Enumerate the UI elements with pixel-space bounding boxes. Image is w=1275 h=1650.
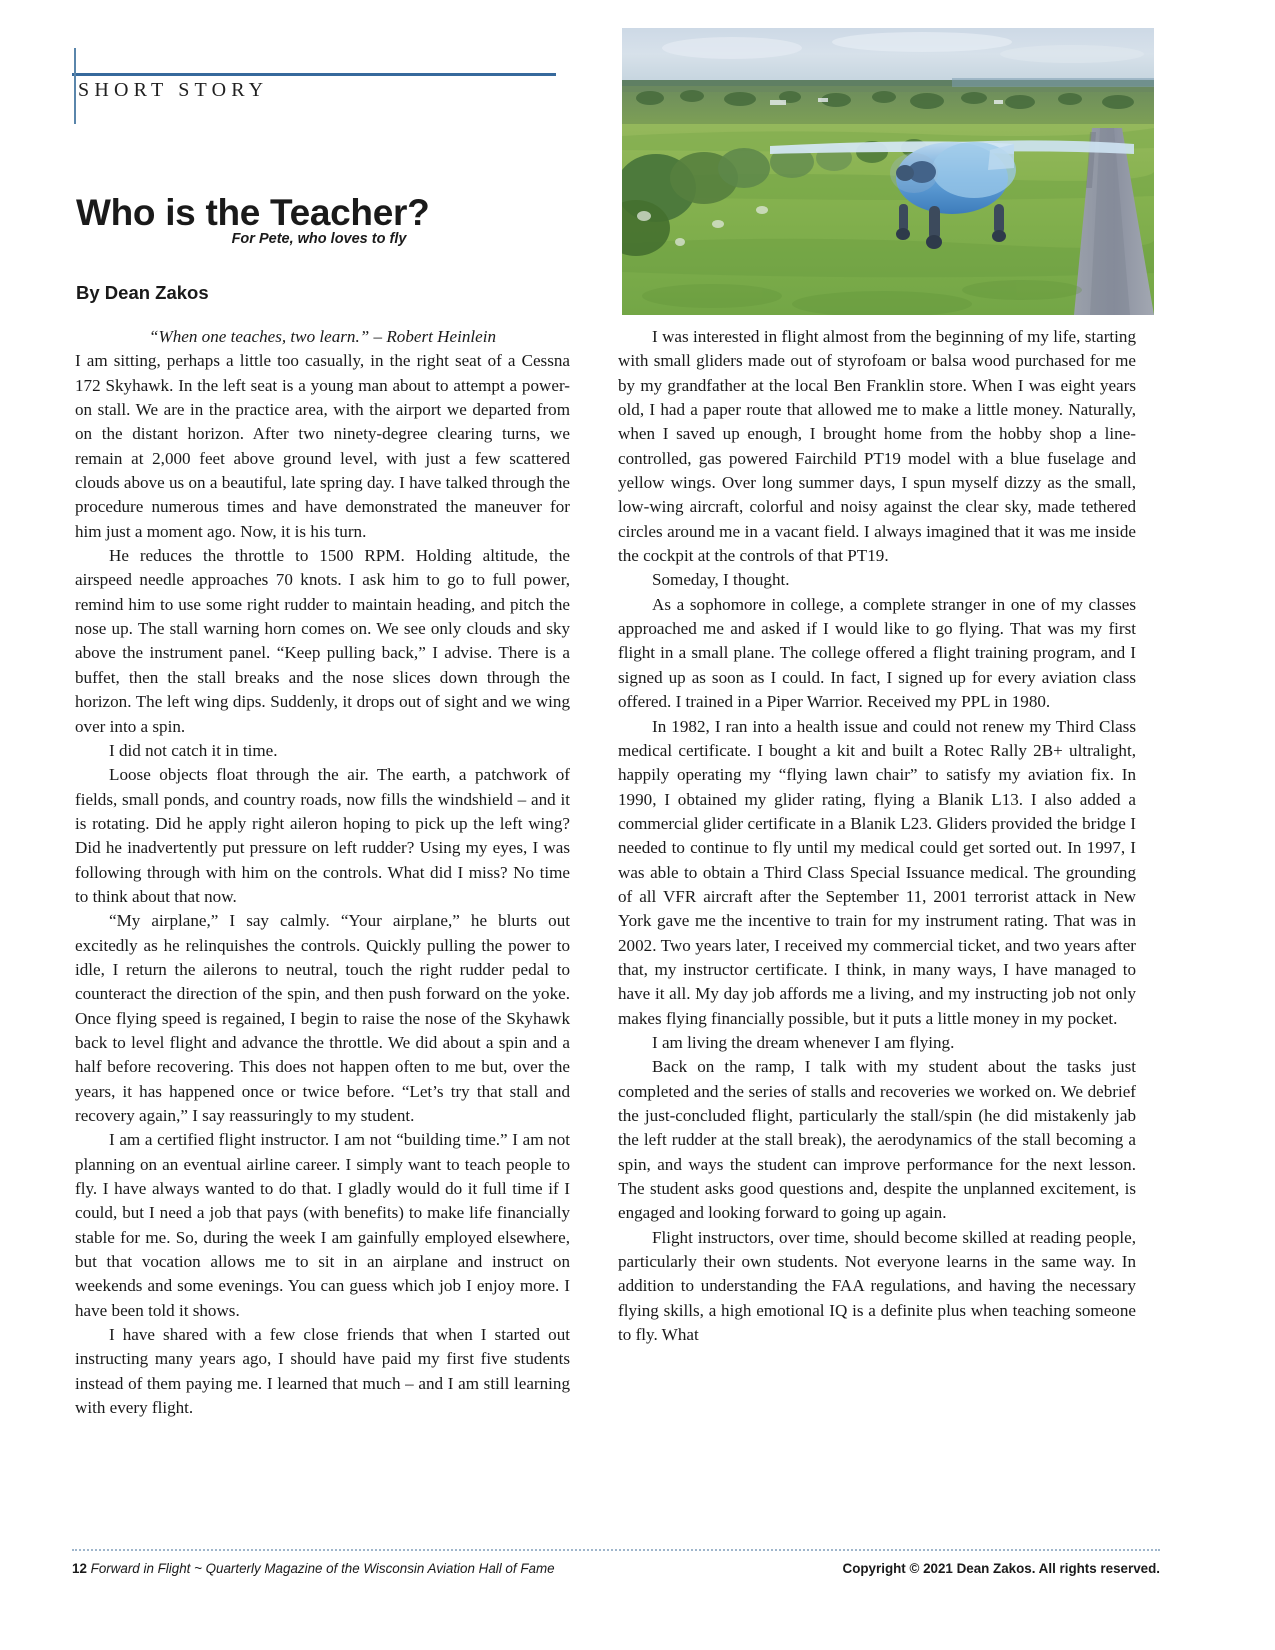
paragraph: I was interested in flight almost from the beginning of my life, starting with small gliders made out of styrofoam or balsa wood purchased for me by my grandfather at the local Ben Franklin store. When I was eight years old, I had a paper route that allowed me to make a little money. Naturally, when I saved up enough, I brought home from the hobby shop a line-controlled, gas powered Fairchild PT19 model with a blue fuselage and yellow wings. Over long summer days, I spun myself dizzy as the small, low-wing aircraft, colorful and noisy against the clear sky, made tethered circles around me in a vacant field. I always imagined that it was me inside the cockpit at the controls of that PT19. [618, 327, 1136, 566]
header-vertical-rule [74, 48, 76, 124]
page-number: 12 [72, 1561, 87, 1576]
footer-divider [72, 1549, 1160, 1551]
byline: By Dean Zakos [76, 282, 209, 303]
epigraph: “When one teaches, two learn.” – Robert Heinlein [148, 327, 497, 346]
paragraph: “My airplane,” I say calmly. “Your airplane,” he blurts out excitedly as he relinquishes the controls. Quickly pulling the power to idle, I return the ailerons to neutral, touch the right rudder pedal to counteract the direction of the spin, and then push forward on the yoke. Once flying speed is regained, I begin to raise the nose of the Skyhawk back to level flight and advance the throttle. We did about a spin and a half before recovering. This does not happen often to me but, over the years, it has happened once or twice before. “Let’s try that stall and recovery again,” I say reassuringly to my student. [75, 911, 570, 1125]
header-horizontal-rule [72, 73, 556, 76]
paragraph: I am living the dream whenever I am flying. [652, 1032, 955, 1052]
body-column-right [618, 325, 1136, 1347]
paragraph: In 1982, I ran into a health issue and could not renew my Third Class medical certificate. I bought a kit and built a Rotec Rally 2B+ ultralight, happily operating my “flying lawn chair” to satisfy my aviation fix. In 1990, I obtained my glider rating, flying a Blanik L13. I also added a commercial glider certificate in a Blanik L23. Gliders provided the bridge I needed to continue to fly until my medical could get sorted out. In 1997, I was able to obtain a Third Class Special Issuance medical. The grounding of all VFR aircraft after the September 11, 2001 terrorist attack in New York gave me the incentive to train for my instrument rating. That was in 2002. Two years later, I received my commercial ticket, and two years after that, my instructor certificate. I think, in many ways, I have managed to have it all. My day job affords me a living, and my instructing job not only makes flying financially possible, but it puts a little money in my pocket. [618, 716, 1136, 1028]
airfield-photo-illustration [622, 28, 1154, 315]
paragraph: I am a certified flight instructor. I am not “building time.” I am not planning on an eventual airline career. I simply want to teach people to fly. I have always wanted to do that. I gladly would do it full time if I could, but I need a job that pays (with benefits) to make life financially stable for me. So, during the week I am gainfully employed elsewhere, but that vocation allows me to sit in an airplane and instruct on weekends and some evenings. You can guess which job I enjoy more. I have been told it shows. [75, 1130, 570, 1320]
page-title: Who is the Teacher? [76, 191, 430, 233]
paragraph: As a sophomore in college, a complete stranger in one of my classes approached me and asked if I would like to go flying. That was my first flight in a small plane. The college offered a flight training program, and I signed up as soon as I could. In fact, I signed up for every aviation class offered. I trained in a Piper Warrior. Received my PPL in 1980. [618, 594, 1136, 712]
paragraph: Someday, I thought. [652, 570, 790, 590]
paragraph: I have shared with a few close friends that when I started out instructing many years ago, I should have paid my first five students instead of them paying me. I learned that much – and I am still learning with every flight. [75, 1325, 570, 1418]
article-photo [622, 28, 1154, 315]
footer-magazine-line [72, 1561, 555, 1576]
paragraph: Loose objects float through the air. The earth, a patchwork of fields, small ponds, and country roads, now fills the windshield – and it is rotating. Did he apply right aileron hoping to pick up the left wing? Did he inadvertently put pressure on left rudder? Using my eyes, I was following through with him on the controls. What did I miss? No time to think about that now. [75, 765, 570, 906]
body-column-left [75, 325, 570, 1420]
paragraph: I did not catch it in time. [109, 740, 278, 760]
paragraph: Back on the ramp, I talk with my student about the tasks just completed and the series of stalls and recoveries we worked on. We debrief the just-concluded flight, particularly the stall/spin (he did mistakenly jab the left rudder at the stall break), the aerodynamics of the stall becoming a spin, and ways the student can improve performance for the next lesson. The student asks good questions and, despite the unplanned excitement, is engaged and looking forward to going up again. [618, 1057, 1136, 1223]
magazine-name: Forward in Flight ~ Quarterly Magazine of the Wisconsin Aviation Hall of Fame [90, 1561, 555, 1576]
paragraph: I am sitting, perhaps a little too casually, in the right seat of a Cessna 172 Skyhawk. In the left seat is a young man about to attempt a power-on stall. We are in the practice area, with the airport we departed from on the distant horizon. After two ninety-degree clearing turns, we remain at 2,000 feet above ground level, with just a few scattered clouds above us on a beautiful, late spring day. I have talked through the procedure numerous times and have demonstrated the maneuver for him just a moment ago. Now, it is his turn. [75, 351, 570, 541]
section-kicker: SHORT STORY [78, 79, 269, 101]
footer-copyright: Copyright © 2021 Dean Zakos. All rights reserved. [842, 1561, 1160, 1576]
paragraph: Flight instructors, over time, should become skilled at reading people, particularly their own students. Not everyone learns in the same way. In addition to understanding the FAA regulations, and having the necessary flying skills, a high emotional IQ is a definite plus when teaching someone to fly. What [618, 1227, 1136, 1345]
paragraph: He reduces the throttle to 1500 RPM. Holding altitude, the airspeed needle approaches 70 knots. I ask him to go to full power, remind him to use some right rudder to maintain heading, and pitch the nose up. The stall warning horn comes on. We see only clouds and sky above the instrument panel. “Keep pulling back,” I advise. There is a buffet, then the stall breaks and the nose slices down through the horizon. The left wing dips. Suddenly, it drops out of sight and we wing over into a spin. [75, 546, 570, 736]
dedication-line: For Pete, who loves to fly [231, 231, 407, 247]
